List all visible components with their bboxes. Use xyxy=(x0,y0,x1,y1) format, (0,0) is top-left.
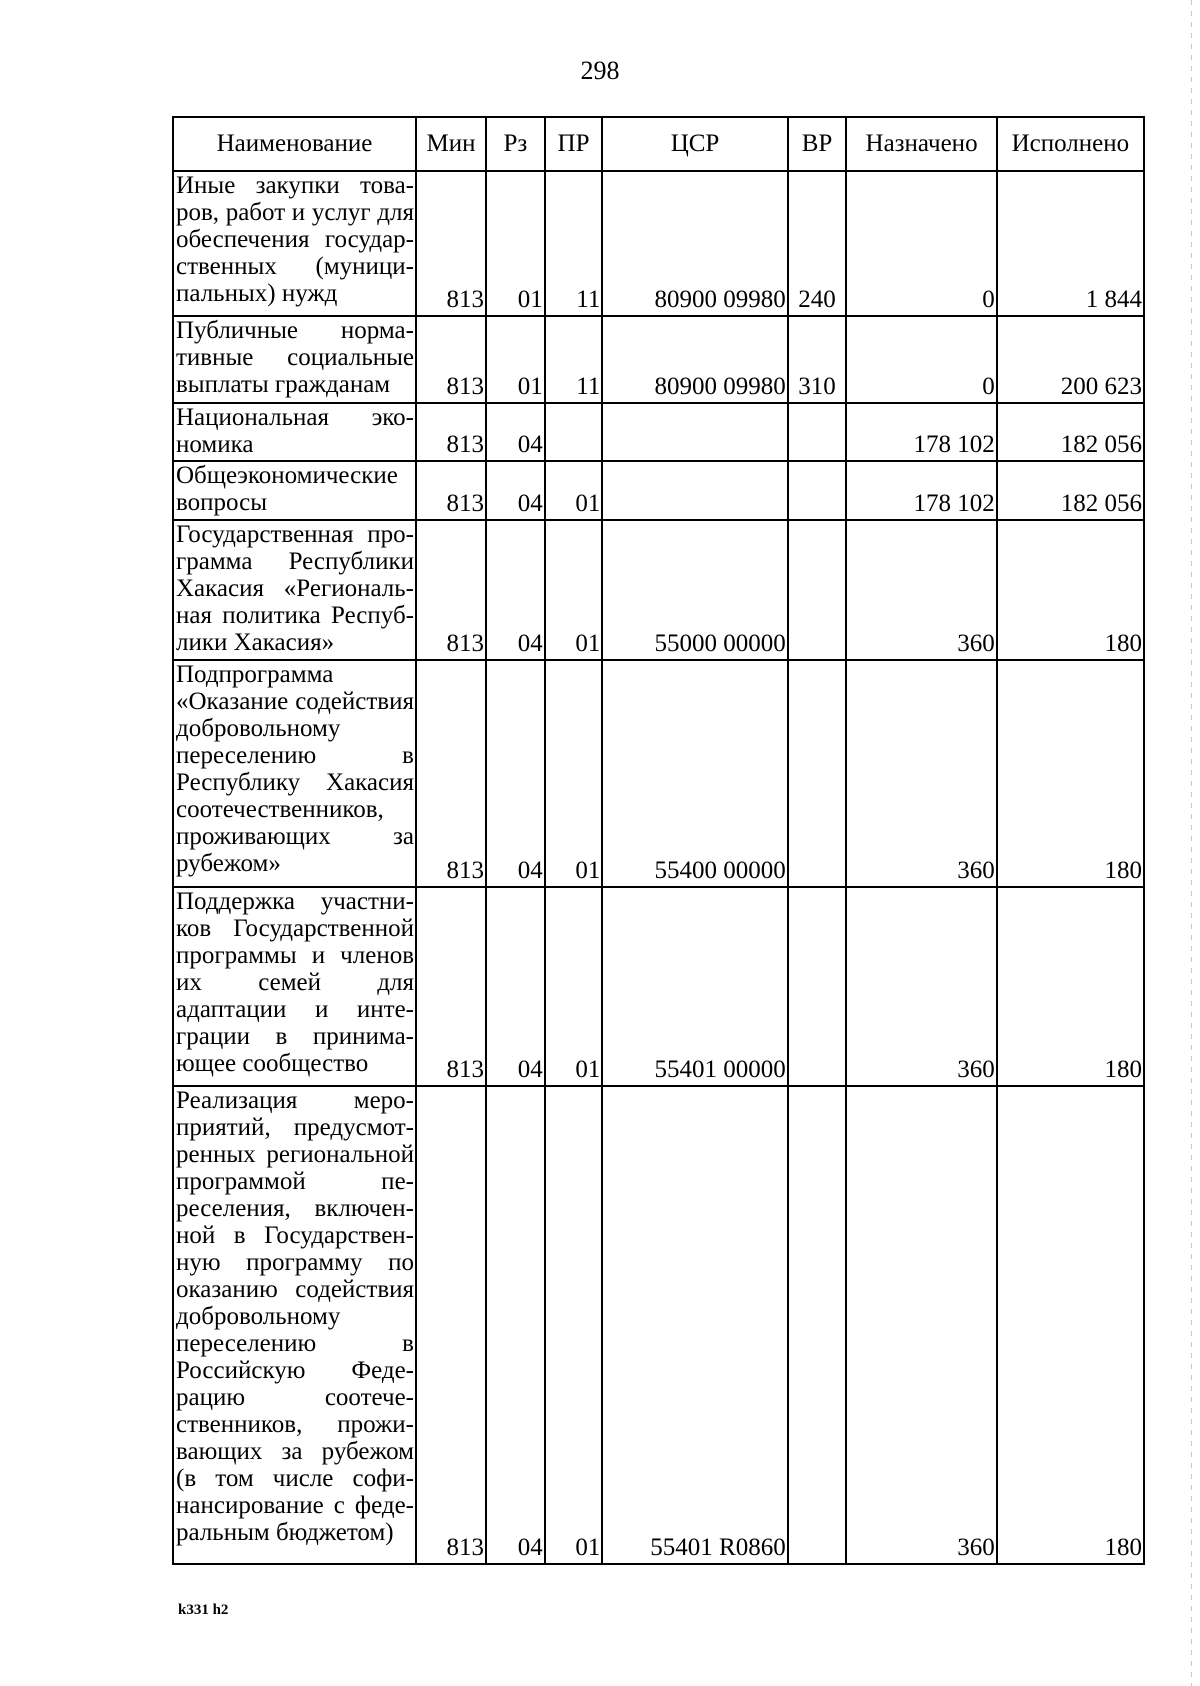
row-name: Поддержка участников Государственной программы и членов их семей для адаптации и интеграции в принимающее сообщество xyxy=(173,887,416,1086)
row-rz: 04 xyxy=(486,660,545,887)
header-rz: Рз xyxy=(486,117,545,171)
header-vr: ВР xyxy=(788,117,847,171)
row-assigned: 360 xyxy=(846,660,996,887)
row-rz: 04 xyxy=(486,461,545,520)
row-vr: 310 xyxy=(788,316,847,403)
row-min: 813 xyxy=(416,520,486,660)
row-executed: 200 623 xyxy=(997,316,1144,403)
row-pr: 01 xyxy=(545,660,603,887)
row-pr: 01 xyxy=(545,520,603,660)
row-vr xyxy=(788,1086,847,1564)
table-row xyxy=(173,887,1144,1086)
row-min: 813 xyxy=(416,316,486,403)
row-min: 813 xyxy=(416,887,486,1086)
row-csr: 55400 00000 xyxy=(602,660,787,887)
page-number: 298 xyxy=(580,56,620,85)
row-executed: 182 056 xyxy=(997,403,1144,461)
footer-document-code: k331 h2 xyxy=(178,1602,229,1618)
row-name: Иные закупки товаров, работ и услуг для обеспечения государственных (муниципальных) нужд xyxy=(173,171,416,316)
budget-table xyxy=(172,116,1145,1565)
header-min: Мин xyxy=(416,117,486,171)
row-name: Реализация мероприятий, предусмотренных региональной программой переселения, включенной в Государственную программу по оказанию содействия добровольному переселению в Российскую Федерацию соотечественников, проживающих за рубежом (в том числе софинансирование с федеральным бюджетом) xyxy=(173,1086,416,1564)
table-row xyxy=(173,520,1144,660)
row-executed: 182 056 xyxy=(997,461,1144,520)
row-executed: 1 844 xyxy=(997,171,1144,316)
row-rz: 04 xyxy=(486,403,545,461)
row-csr: 55401 R0860 xyxy=(602,1086,787,1564)
row-name: Подпрограмма «Оказание содействия добровольному переселению в Республику Хакасия соотечественников, проживающих за рубежом» xyxy=(173,660,416,887)
table-row xyxy=(173,403,1144,461)
table-row xyxy=(173,461,1144,520)
row-csr: 55401 00000 xyxy=(602,887,787,1086)
row-vr xyxy=(788,887,847,1086)
row-rz: 04 xyxy=(486,520,545,660)
row-min: 813 xyxy=(416,403,486,461)
row-executed: 180 xyxy=(997,1086,1144,1564)
row-min: 813 xyxy=(416,461,486,520)
row-name: Национальная экономика xyxy=(173,403,416,461)
row-name: Публичные нормативные социальные выплаты гражданам xyxy=(173,316,416,403)
row-pr: 11 xyxy=(545,316,603,403)
row-min: 813 xyxy=(416,660,486,887)
row-csr: 80900 09980 xyxy=(602,316,787,403)
row-csr: 80900 09980 xyxy=(602,171,787,316)
row-assigned: 360 xyxy=(846,887,996,1086)
row-assigned: 178 102 xyxy=(846,403,996,461)
row-assigned: 0 xyxy=(846,316,996,403)
row-assigned: 178 102 xyxy=(846,461,996,520)
header-name: Наименование xyxy=(173,117,416,171)
row-executed: 180 xyxy=(997,887,1144,1086)
scan-edge-artifact xyxy=(1191,0,1192,1686)
row-pr: 11 xyxy=(545,171,603,316)
row-name: Государственная программа Республики Хакасия «Региональная политика Республики Хакасия» xyxy=(173,520,416,660)
row-pr: 01 xyxy=(545,1086,603,1564)
table-header-row xyxy=(173,117,1144,171)
header-pr: ПР xyxy=(545,117,603,171)
header-executed: Исполнено xyxy=(997,117,1144,171)
row-assigned: 360 xyxy=(846,520,996,660)
row-vr: 240 xyxy=(788,171,847,316)
row-vr xyxy=(788,461,847,520)
header-csr: ЦСР xyxy=(602,117,787,171)
row-vr xyxy=(788,403,847,461)
row-csr xyxy=(602,403,787,461)
row-rz: 01 xyxy=(486,171,545,316)
row-name: Общеэкономические вопросы xyxy=(173,461,416,520)
row-executed: 180 xyxy=(997,520,1144,660)
row-vr xyxy=(788,660,847,887)
header-assigned: Назначено xyxy=(846,117,996,171)
row-min: 813 xyxy=(416,171,486,316)
table-row xyxy=(173,660,1144,887)
row-rz: 01 xyxy=(486,316,545,403)
row-assigned: 360 xyxy=(846,1086,996,1564)
row-pr: 01 xyxy=(545,461,603,520)
row-executed: 180 xyxy=(997,660,1144,887)
row-rz: 04 xyxy=(486,887,545,1086)
row-rz: 04 xyxy=(486,1086,545,1564)
row-assigned: 0 xyxy=(846,171,996,316)
row-pr xyxy=(545,403,603,461)
row-csr xyxy=(602,461,787,520)
table-row xyxy=(173,1086,1144,1564)
table-row xyxy=(173,316,1144,403)
row-min: 813 xyxy=(416,1086,486,1564)
table-row xyxy=(173,171,1144,316)
row-csr: 55000 00000 xyxy=(602,520,787,660)
row-vr xyxy=(788,520,847,660)
row-pr: 01 xyxy=(545,887,603,1086)
